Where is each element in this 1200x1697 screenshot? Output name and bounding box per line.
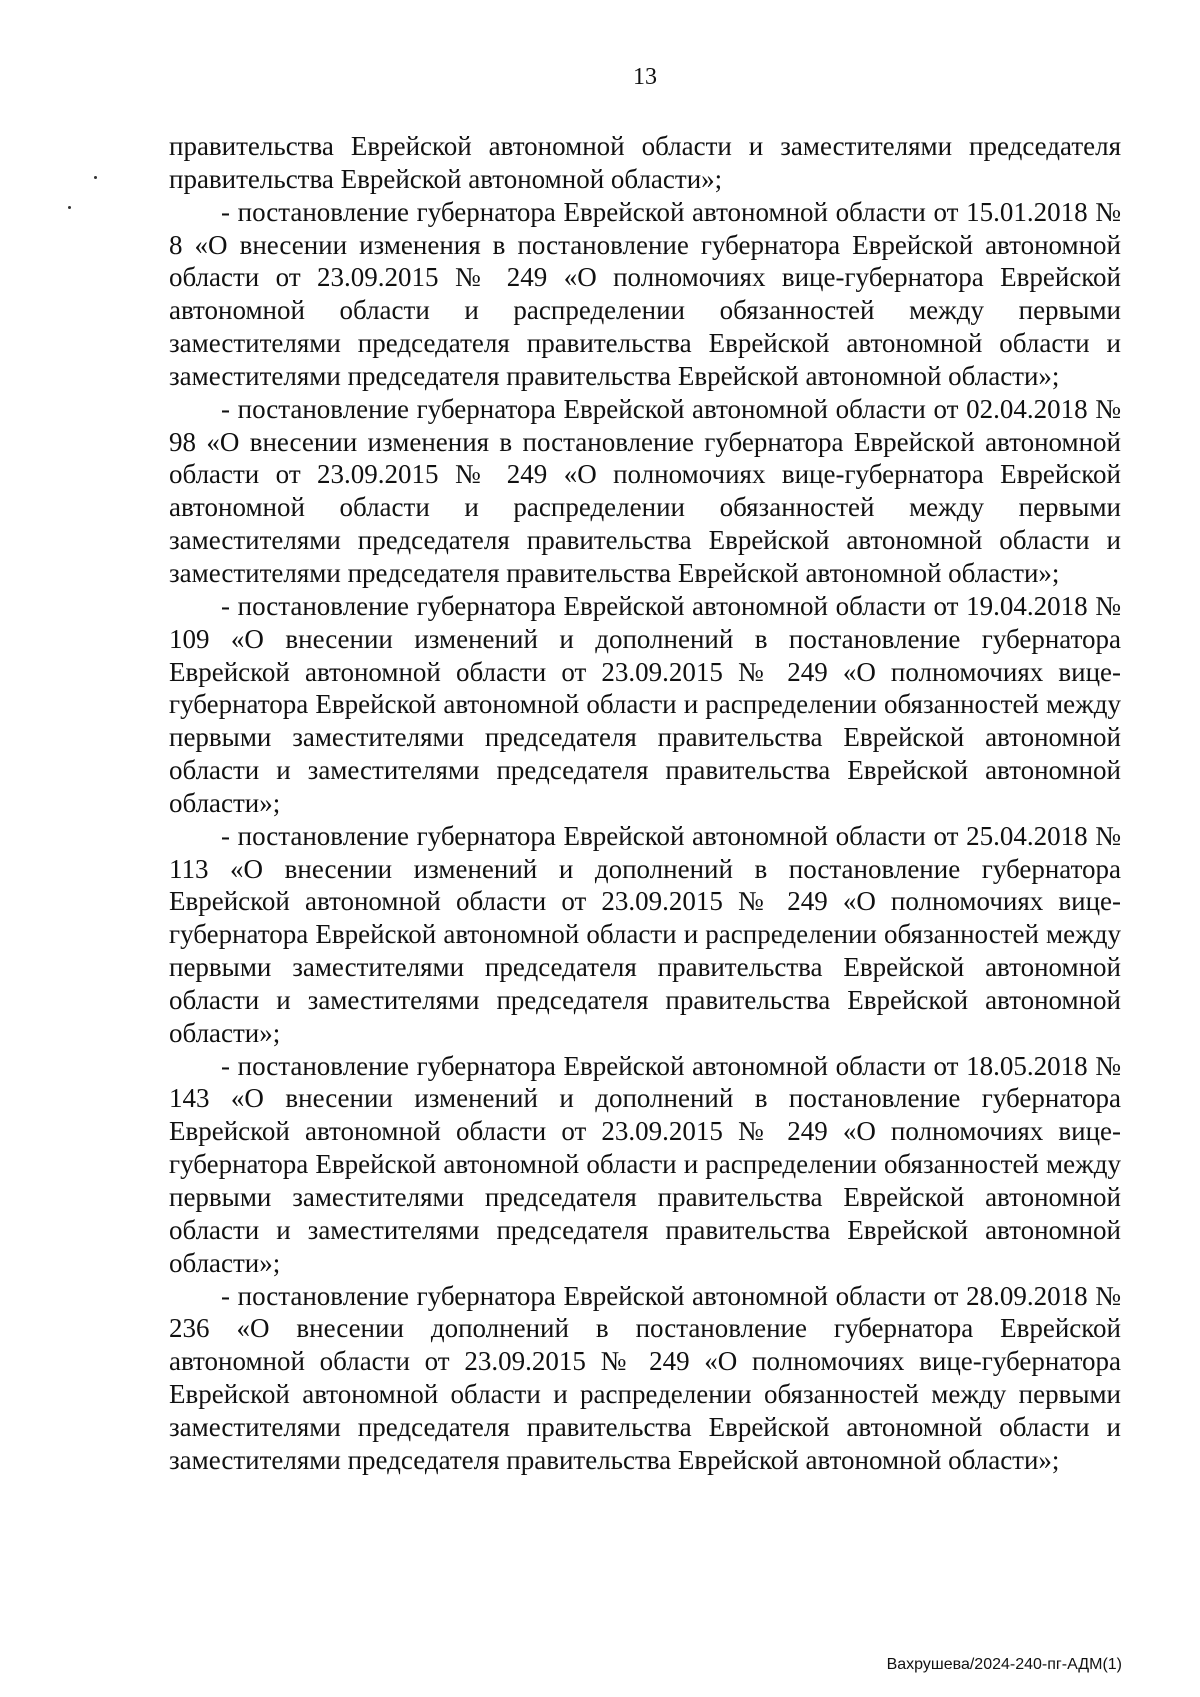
scan-speck [94, 176, 97, 179]
list-item: - постановление губернатора Еврейской автономной области от 02.04.2018 № 98 «О внесении изменения в постановление губернатора Еврейской автономной области от 23.09.2015 № 249 «О полномочиях вице-губернатора Еврейской автономной области и распределении обязанностей между первыми заместителями председателя правительства Еврейской автономной области и заместителями председателя правительства Еврейской автономной области»; [169, 393, 1121, 588]
document-body [169, 130, 1121, 1477]
page-number: 13 [633, 64, 657, 90]
list-item: - постановление губернатора Еврейской автономной области от 18.05.2018 № 143 «О внесении изменений и дополнений в постановление губернатора Еврейской автономной области от 23.09.2015 № 249 «О полномочиях вице-губернатора Еврейской автономной области и распределении обязанностей между первыми заместителями председателя правительства Еврейской автономной области и заместителями председателя правительства Еврейской автономной области»; [169, 1050, 1121, 1278]
scan-speck [68, 206, 71, 209]
document-footer: Вахрушева/2024-240-пг-АДМ(1) [886, 1656, 1122, 1673]
list-item: - постановление губернатора Еврейской автономной области от 19.04.2018 № 109 «О внесении изменений и дополнений в постановление губернатора Еврейской автономной области от 23.09.2015 № 249 «О полномочиях вице-губернатора Еврейской автономной области и распределении обязанностей между первыми заместителями председателя правительства Еврейской автономной области и заместителями председателя правительства Еврейской автономной области»; [169, 590, 1121, 818]
list-item: - постановление губернатора Еврейской автономной области от 15.01.2018 № 8 «О внесении изменения в постановление губернатора Еврейской автономной области от 23.09.2015 № 249 «О полномочиях вице-губернатора Еврейской автономной области и распределении обязанностей между первыми заместителями председателя правительства Еврейской автономной области и заместителями председателя правительства Еврейской автономной области»; [169, 196, 1121, 391]
list-item: - постановление губернатора Еврейской автономной области от 28.09.2018 № 236 «О внесении дополнений в постановление губернатора Еврейской автономной области от 23.09.2015 № 249 «О полномочиях вице-губернатора Еврейской автономной области и распределении обязанностей между первыми заместителями председателя правительства Еврейской автономной области и заместителями председателя правительства Еврейской автономной области»; [169, 1280, 1121, 1475]
paragraph-continuation: правительства Еврейской автономной области и заместителями председателя правительства Еврейской автономной области»; [169, 131, 1121, 194]
list-item: - постановление губернатора Еврейской автономной области от 25.04.2018 № 113 «О внесении изменений и дополнений в постановление губернатора Еврейской автономной области от 23.09.2015 № 249 «О полномочиях вице-губернатора Еврейской автономной области и распределении обязанностей между первыми заместителями председателя правительства Еврейской автономной области и заместителями председателя правительства Еврейской автономной области»; [169, 820, 1121, 1048]
